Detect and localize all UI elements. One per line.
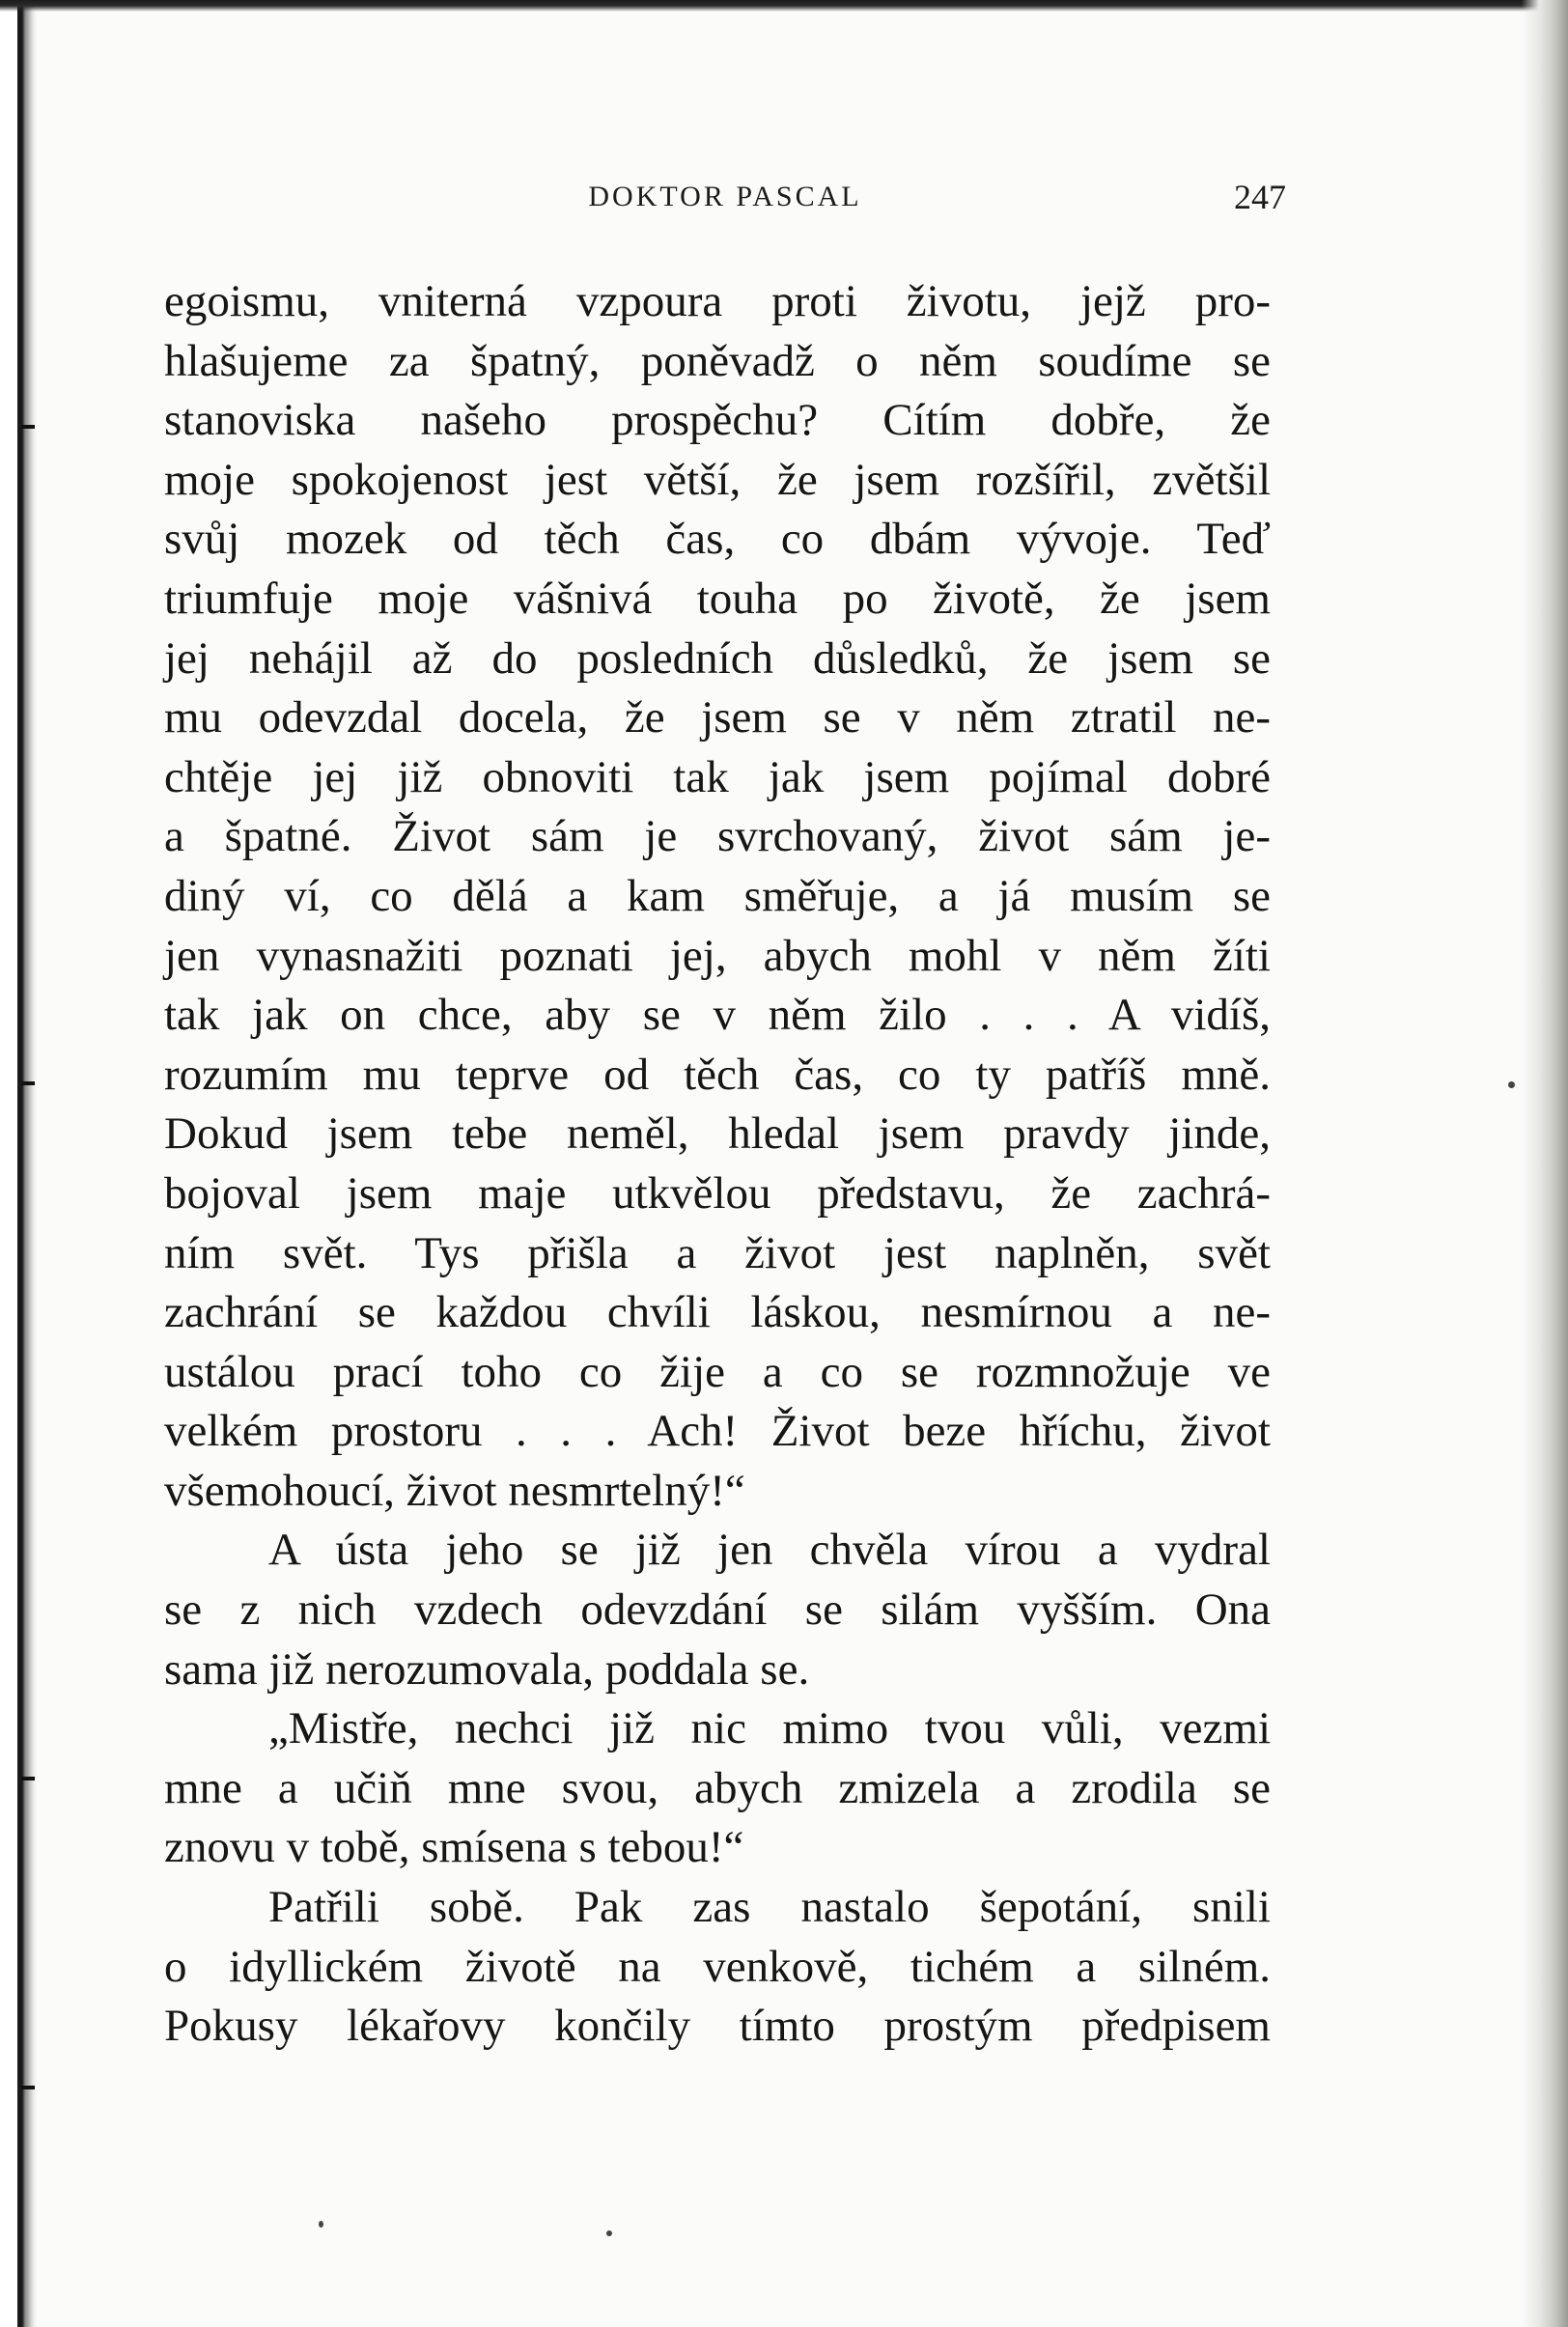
right-edge-shadow [1522, 0, 1568, 2327]
text-line: Patřili sobě. Pak zas nastalo šepotání, snili [268, 1882, 1271, 1933]
text-line: zachrání se každou chvíli láskou, nesmírnou a ne- [164, 1287, 1271, 1338]
running-title: DOKTOR PASCAL [588, 181, 862, 212]
text-line: Pokusy lékařovy končily tímto prostým předpisem [164, 2001, 1271, 2052]
text-line: egoismu, vniterná vzpoura proti životu, jejž pro- [164, 276, 1271, 326]
text-line: ním svět. Tys přišla a život jest naplněn, svět [164, 1227, 1271, 1278]
text-line: o idyllickém životě na venkově, tichém a silném. [164, 1941, 1271, 1992]
text-line: moje spokojenost jest větší, že jsem rozšířil, zvětšil [164, 454, 1271, 505]
text-line: rozumím mu teprve od těch čas, co ty patříš mně. [164, 1049, 1271, 1100]
text-line: všemohoucí, život nesmrtelný!“ [164, 1465, 745, 1516]
text-line: jej nehájil až do posledních důsledků, že jsem se [164, 632, 1271, 684]
text-line: znovu v tobě, smísena s tebou!“ [164, 1822, 744, 1873]
text-line: bojoval jsem maje utkvělou představu, že zachrá- [164, 1167, 1271, 1219]
binding-edge [17, 0, 37, 2327]
text-line: diný ví, co dělá a kam směřuje, a já musím se [164, 870, 1271, 921]
text-line: velkém prostoru . . . Ach! Život beze hříchu, život [164, 1406, 1271, 1457]
text-line: a špatné. Život sám je svrchovaný, život sám je- [164, 811, 1271, 862]
text-line: mne a učiň mne svou, abych zmizela a zrodila se [164, 1762, 1271, 1813]
binding-mark [21, 2086, 35, 2089]
body-text [164, 272, 1271, 2057]
text-line: se z nich vzdech odevzdání se silám vyšším. Ona [164, 1584, 1271, 1636]
text-line: A ústa jeho se již jen chvěla vírou a vydral [268, 1525, 1271, 1576]
top-border [0, 0, 1568, 12]
text-line: triumfuje moje vášnivá touha po životě, že jsem [164, 573, 1271, 624]
paper-speck [1508, 1081, 1515, 1088]
text-line: svůj mozek od těch čas, co dbám vývoje. Teď [164, 514, 1271, 565]
binding-mark [21, 1777, 35, 1780]
page-number: 247 [1234, 178, 1286, 216]
binding-mark [21, 425, 35, 429]
text-line: hlašujeme za špatný, poněvadž o něm soudíme se [164, 335, 1271, 386]
paper-speck [319, 2221, 323, 2228]
text-line: tak jak on chce, aby se v něm žilo . . . A vidíš, [164, 990, 1271, 1041]
text-line: mu odevzdal docela, že jsem se v něm ztratil ne- [164, 692, 1271, 743]
text-line: chtěje jej již obnoviti tak jak jsem pojímal dobré [164, 751, 1271, 802]
text-line: „Mistře, nechci již nic mimo tvou vůli, vezmi [268, 1703, 1271, 1754]
text-line: ustálou prací toho co žije a co se rozmnožuje ve [164, 1346, 1271, 1397]
text-line: stanoviska našeho prospěchu? Cítím dobře, že [164, 395, 1271, 446]
text-line: jen vynasnažiti poznati jej, abych mohl v něm žíti [164, 930, 1271, 981]
page-header [164, 174, 1286, 220]
binding-mark [21, 1081, 35, 1085]
text-line: Dokud jsem tebe neměl, hledal jsem pravdy jinde, [164, 1108, 1271, 1160]
text-line: sama již nerozumovala, poddala se. [164, 1643, 810, 1695]
paper-speck [606, 2230, 612, 2236]
page-margin-left [0, 0, 17, 2327]
